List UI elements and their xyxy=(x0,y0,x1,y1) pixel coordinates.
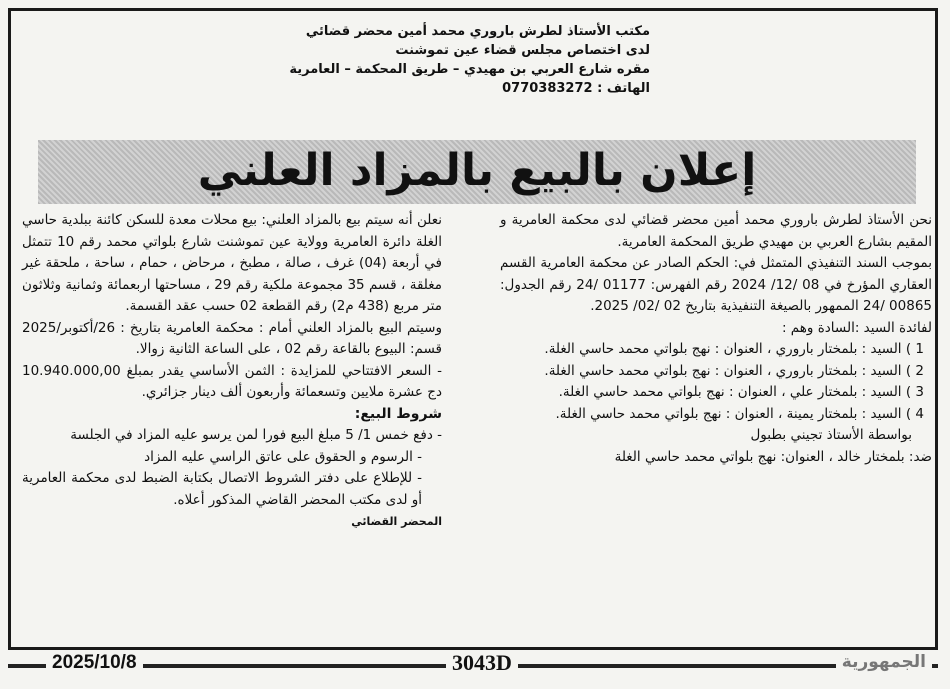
page-footer xyxy=(8,652,938,682)
ad-number: 3043D xyxy=(446,650,518,676)
beneficiary-item: 4 ) السيد : بلمختار يمينة ، العنوان : نهج بلواتي محمد حاسي الغلة. xyxy=(555,405,924,422)
beneficiary-item: 1 ) السيد : بلمختار باروري ، العنوان : نهج بلواتي محمد حاسي الغلة. xyxy=(544,341,924,357)
phone-label: الهاتف : xyxy=(597,81,650,96)
bailiff-signoff: المحضر القضائي xyxy=(351,515,442,528)
title-banner xyxy=(38,140,916,204)
via-line: بواسطة الأستاذ تجيني بطبول xyxy=(750,427,912,443)
office-phone xyxy=(230,79,650,98)
newspaper-logo: الجمهورية xyxy=(836,652,932,672)
right-column xyxy=(500,210,932,468)
opening-price-paragraph: - السعر الافتتاحي للمزايدة : الثمن الأساسي يقدر بمبلغ 10.940.000,00 دج عشرة ملايين وتسعمائة وأربعون ألف دينار جزائري. xyxy=(22,362,442,400)
office-address: مقره شارع العربي بن مهيدي – طريق المحكمة – العامرية xyxy=(289,62,650,77)
beneficiary-item: 2 ) السيد : بلمختار باروري ، العنوان : نهج بلواتي محمد حاسي الغلة. xyxy=(544,362,924,379)
publication-date: 2025/10/8 xyxy=(46,652,143,674)
intro-paragraph: نحن الأستاذ لطرش باروري محمد أمين محضر قضائي لدى محكمة العامرية و المقيم بشارع العربي بن مهيدي طريق المحكمة العامرية. xyxy=(500,212,932,250)
condition-item: - للإطلاع على دفتر الشروط الاتصال بكتابة الضبط لدى محكمة العامرية أو لدى مكتب المحضر القاضي المذكور أعلاه. xyxy=(22,470,422,508)
against-line: ضد: بلمختار خالد ، العنوان: نهج بلواتي محمد حاسي الغلة xyxy=(614,448,932,465)
legal-basis-paragraph: بموجب السند التنفيذي المتمثل في: الحكم الصادر عن محكمة العامرية القسم العقاري المؤرخ في 08 /12/ 2024 رقم الفهرس: 01177 /24 رقم الجدول: 00865 /24 الممهور بالصيغة التنفيذية بتاريخ 02 /02/ 2025. xyxy=(500,255,932,314)
left-column xyxy=(22,210,442,533)
beneficiaries-intro: لفائدة السيد :السادة وهم : xyxy=(781,319,932,336)
beneficiary-item: 3 ) السيد : بلمختار علي ، العنوان : نهج بلواتي محمد حاسي الغلة. xyxy=(558,384,924,400)
condition-item: - دفع خمس 1/ 5 مبلغ البيع فورا لمن يرسو عليه المزاد في الجلسة xyxy=(70,427,442,443)
conditions-title: شروط البيع: xyxy=(354,405,442,422)
phone-number: 0770383272 xyxy=(502,81,593,96)
condition-item: - الرسوم و الحقوق على عاتق الراسي عليه المزاد xyxy=(144,448,422,465)
announcement-paragraph: نعلن أنه سيتم بيع بالمزاد العلني: بيع محلات معدة للسكن كائنة ببلدية حاسي الغلة دائرة العامرية وولاية عين تموشنت شارع بلواتي محمد رقم 10 تتمثل في أربعة (04) غرف ، صالة ، مطبخ ، مرحاض ، حمام ، ساحة ، ملحقة غير مغلقة ، قسم 35 مجموعة ملكية رقم 29 ، مساحتها اربعمائة وثمانية وثلاثون متر مربع (438 م2) رقم القطعة 02 حسب عقد القسمة. xyxy=(22,212,442,314)
office-header xyxy=(230,22,650,98)
page-title: إعلان بالبيع بالمزاد العلني xyxy=(197,145,757,196)
office-name: مكتب الأستاذ لطرش باروري محمد أمين محضر قضائي xyxy=(305,24,650,39)
sale-place-paragraph: وسيتم البيع بالمزاد العلني أمام : محكمة العامرية بتاريخ : 26/أكتوبر/2025 قسم: البيوع بالقاعة رقم 02 ، على الساعة الثانية زوالا. xyxy=(22,319,442,357)
office-jurisdiction: لدى اختصاص مجلس قضاء عين تموشنت xyxy=(395,43,650,58)
